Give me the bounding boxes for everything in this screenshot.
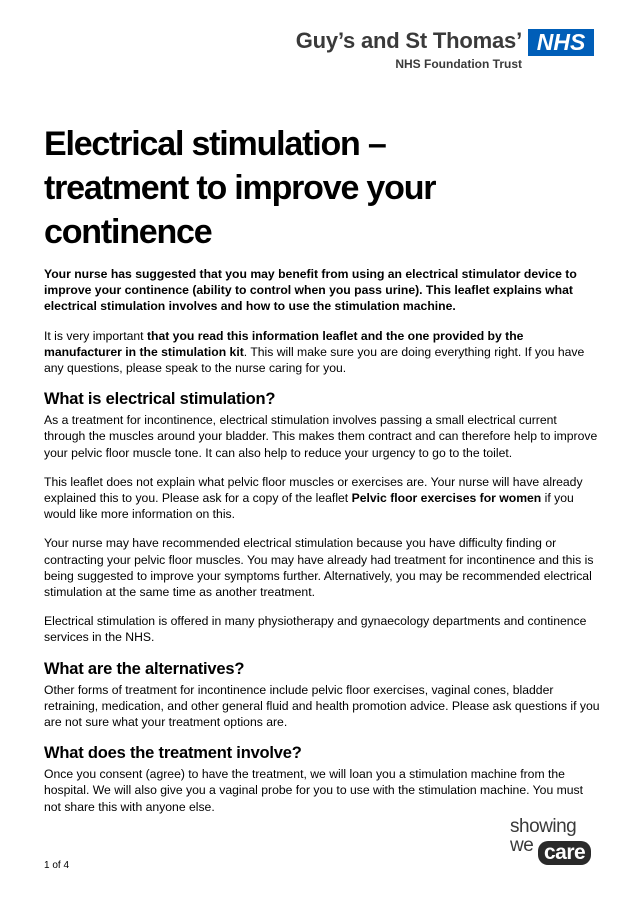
showing-we-care-logo bbox=[510, 816, 610, 876]
org-name: Guy’s and St Thomas’ bbox=[295, 28, 522, 53]
section2-paragraph-1: Other forms of treatment for incontinence include pelvic floor exercises, vaginal cones, bladder retraining, medication, and other general fluid and health promotion advice. Please ask questions if you are not sure what your treatment options are. bbox=[44, 682, 600, 730]
section1-paragraph-2 bbox=[44, 474, 600, 523]
important-text-after: . This will make sure you are doing everything right. If you have any questions, please speak to the nurse caring for you. bbox=[44, 344, 585, 376]
important-paragraph bbox=[44, 328, 600, 377]
section3-paragraph-1: Once you consent (agree) to have the treatment, we will loan you a stimulation machine from the hospital. We will also give you a vaginal probe for you to use with the stimulation machine. You must not share this with anyone else. bbox=[44, 767, 584, 814]
section1-paragraph-4: Electrical stimulation is offered in many physiotherapy and gynaecology departments and continence services in the NHS. bbox=[44, 614, 587, 645]
section1-paragraph-3: Your nurse may have recommended electrical stimulation because you have difficulty finding or contracting your pelvic floor muscles. You may have already had treatment for incontinence and this is being suggested to improve your symptoms further. Alternatively, you may be recommended electrical stimulation at the same time as another treatment. bbox=[44, 536, 594, 600]
logo-care-badge: care bbox=[538, 841, 591, 865]
org-subtitle: NHS Foundation Trust bbox=[395, 57, 522, 71]
important-text-bold: that you read this information leaflet and the one provided by the manufacturer in the stimulation kit bbox=[44, 328, 524, 359]
leaflet-title-pelvic-floor: Pelvic floor exercises for women bbox=[351, 491, 542, 506]
section-heading-alternatives: What are the alternatives? bbox=[44, 659, 245, 678]
page-title: Electrical stimulation – treatment to improve your continence bbox=[44, 125, 436, 251]
section-heading-treatment: What does the treatment involve? bbox=[44, 744, 302, 763]
important-text-before: It is very important bbox=[44, 328, 147, 343]
nhs-logo: NHS bbox=[528, 29, 594, 56]
logo-showing-text: showing bbox=[510, 816, 577, 837]
section1-p2-before: This leaflet does not explain what pelvic floor muscles or exercises are. Your nurse will have already explained this to you. Please ask for a copy of the leaflet bbox=[44, 474, 583, 506]
trust-logo bbox=[294, 28, 594, 80]
section1-paragraph-1: As a treatment for incontinence, electrical stimulation involves passing a small electrical current through the muscles around your bladder. This makes them contract and can therefore help to improve your pelvic floor muscle tone. It can also help to reduce your urgency to go to the toilet. bbox=[44, 413, 598, 460]
intro-paragraph: Your nurse has suggested that you may benefit from using an electrical stimulator device to improve your continence (ability to control when you pass urine). This leaflet explains what electrical stimulation involves and how to use the stimulation machine. bbox=[44, 267, 577, 314]
page-number: 1 of 4 bbox=[44, 860, 70, 871]
section1-p2-after: if you would like more information on this. bbox=[44, 491, 574, 522]
document-body bbox=[44, 122, 600, 828]
logo-we-text: we bbox=[510, 835, 534, 856]
section-heading-what-is: What is electrical stimulation? bbox=[44, 390, 276, 409]
